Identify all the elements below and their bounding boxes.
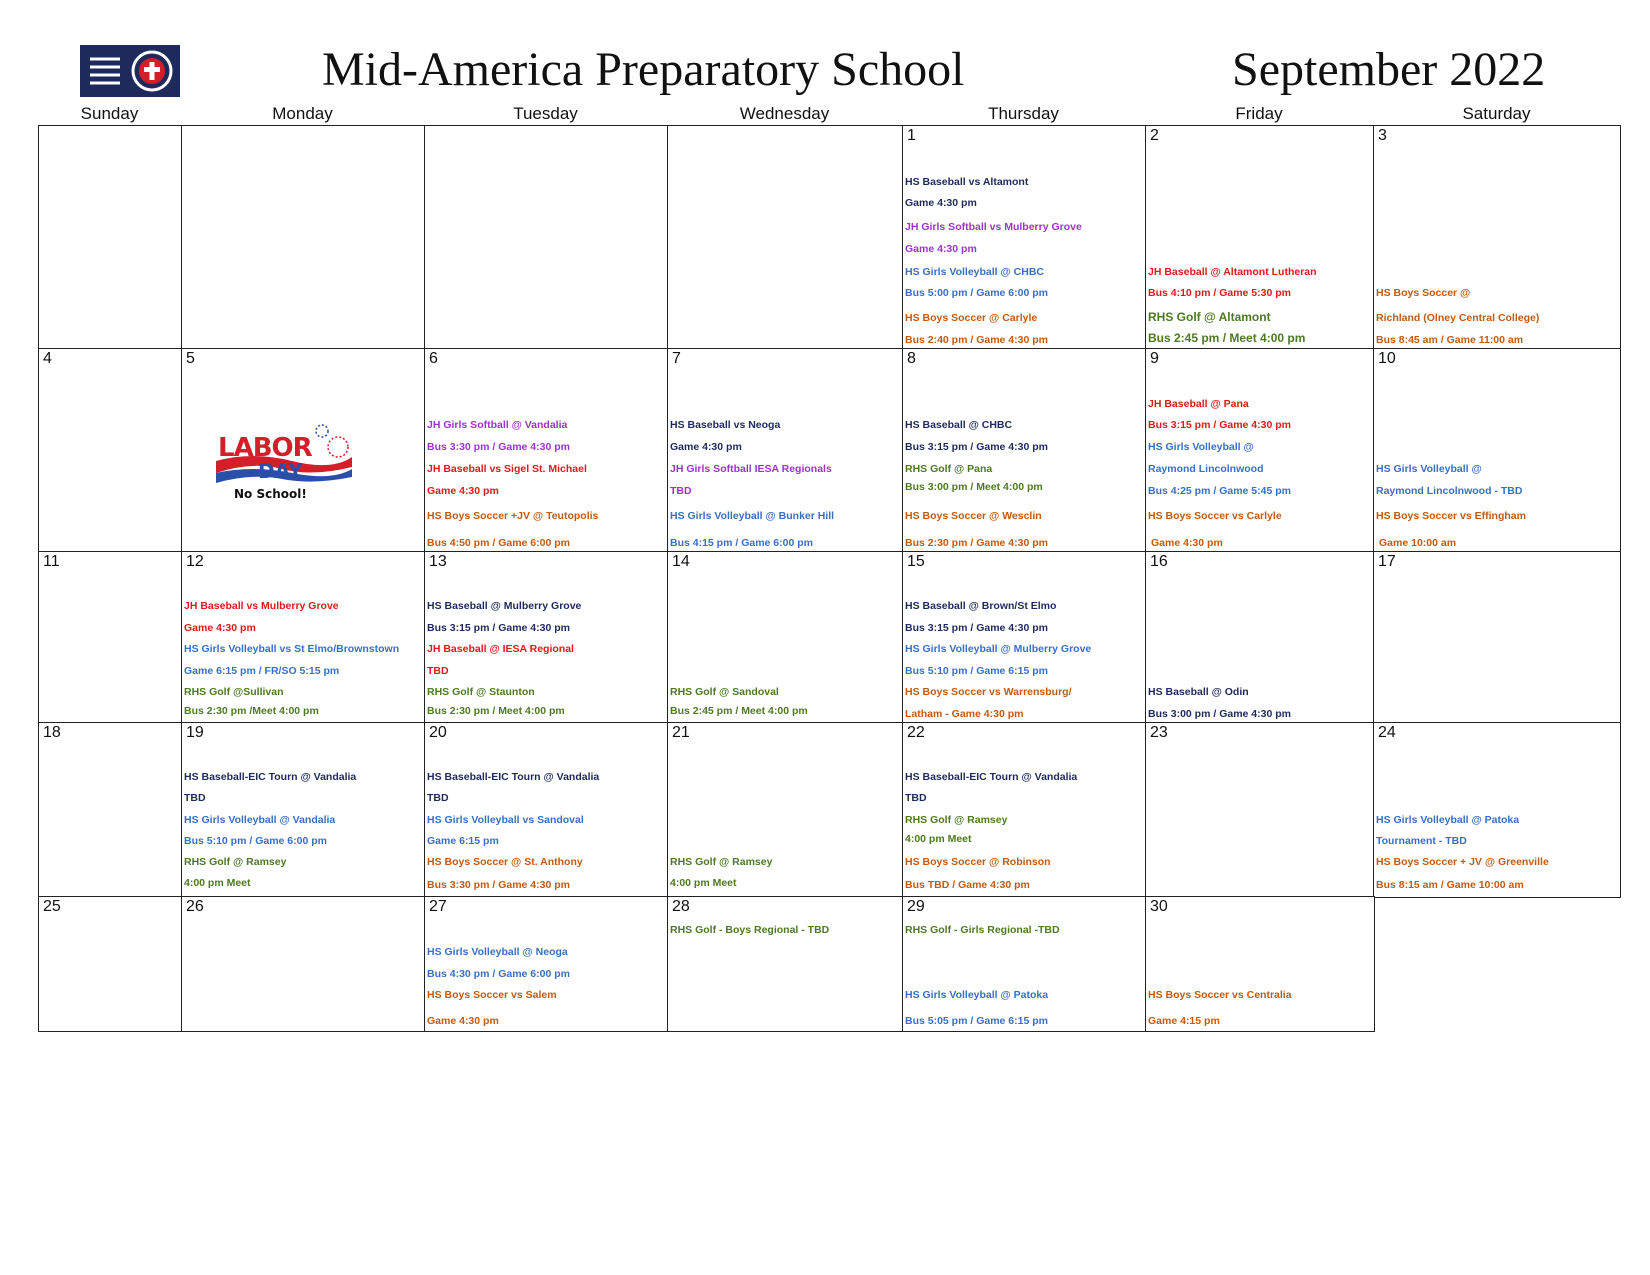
- event-line: JH Baseball @ Pana: [1148, 398, 1249, 410]
- day-number: 30: [1150, 898, 1168, 915]
- event-line: HS Baseball @ CHBC: [905, 419, 1013, 431]
- event-line: HS Boys Soccer vs Centralia: [1148, 989, 1292, 1001]
- day-number: 2: [1150, 127, 1159, 144]
- event-line: HS Boys Soccer vs Warrensburg/: [905, 686, 1072, 698]
- day-number: 6: [429, 350, 438, 367]
- day-cell-18[interactable]: [38, 722, 183, 898]
- day-cell-empty: [424, 125, 669, 350]
- day-number: 26: [186, 898, 204, 915]
- day-cell-2[interactable]: [1145, 125, 1375, 350]
- day-cell-empty: [667, 125, 904, 350]
- day-number: 3: [1378, 127, 1387, 144]
- event-line: HS Baseball vs Altamont: [905, 176, 1029, 188]
- event-line: Bus 2:40 pm / Game 4:30 pm: [905, 334, 1048, 346]
- event-line: Bus 3:30 pm / Game 4:30 pm: [427, 441, 570, 453]
- event-line: Game 4:30 pm: [427, 485, 499, 497]
- event-line: HS Boys Soccer + JV @ Greenville: [1376, 856, 1549, 868]
- event-line: Game 4:30 pm: [905, 197, 977, 209]
- day-number: 28: [672, 898, 690, 915]
- month-title: September 2022: [1232, 43, 1546, 96]
- event-line: HS Boys Soccer @: [1376, 287, 1471, 299]
- event-line: Game 4:30 pm: [1151, 537, 1223, 549]
- event-line: RHS Golf @ Ramsey: [184, 856, 287, 868]
- event-line: HS Baseball-EIC Tourn @ Vandalia: [427, 771, 600, 783]
- labor-day-subtitle: DAY: [258, 459, 303, 483]
- day-cell-5[interactable]: [181, 348, 426, 553]
- day-cell-3[interactable]: [1373, 125, 1621, 350]
- weekday-sunday: Sunday: [80, 104, 139, 123]
- event-line: Bus 3:00 pm / Game 4:30 pm: [1148, 708, 1291, 720]
- event-line: HS Boys Soccer vs Salem: [427, 989, 557, 1001]
- event-line: HS Girls Volleyball @ Patoka: [1376, 814, 1520, 826]
- day-number: 21: [672, 724, 690, 741]
- event-line: Raymond Lincolnwood - TBD: [1376, 485, 1523, 497]
- day-number: 8: [907, 350, 916, 367]
- event-line: Bus 2:45 pm / Meet 4:00 pm: [1148, 331, 1306, 345]
- day-cell-27[interactable]: [424, 896, 669, 1032]
- event-line: RHS Golf @ Staunton: [427, 686, 535, 698]
- weekday-friday: Friday: [1235, 104, 1283, 123]
- event-line: Bus 5:10 pm / Game 6:00 pm: [184, 835, 327, 847]
- event-line: Bus 5:00 pm / Game 6:00 pm: [905, 287, 1048, 299]
- event-line: Tournament - TBD: [1376, 835, 1467, 847]
- school-logo: [80, 45, 180, 97]
- event-line: Bus 3:00 pm / Meet 4:00 pm: [905, 481, 1043, 493]
- day-cell-14[interactable]: [667, 551, 904, 724]
- event-line: Game 6:15 pm / FR/SO 5:15 pm: [184, 665, 340, 677]
- event-line: HS Baseball-EIC Tourn @ Vandalia: [184, 771, 357, 783]
- event-line: Game 4:30 pm: [427, 1015, 499, 1027]
- event-line: RHS Golf @ Pana: [905, 463, 993, 475]
- event-line: Game 4:15 pm: [1148, 1015, 1220, 1027]
- event-line: HS Boys Soccer @ Wesclin: [905, 510, 1042, 522]
- event-line: RHS Golf - Girls Regional -TBD: [905, 924, 1060, 936]
- day-cell-12[interactable]: [181, 551, 426, 724]
- event-line: RHS Golf @ Ramsey: [905, 814, 1008, 826]
- event-line: Game 6:15 pm: [427, 835, 499, 847]
- event-line: Bus 2:30 pm / Game 4:30 pm: [905, 537, 1048, 549]
- event-line: Game 4:30 pm: [905, 243, 977, 255]
- event-line: HS Baseball-EIC Tourn @ Vandalia: [905, 771, 1078, 783]
- day-number: 5: [186, 350, 195, 367]
- weekday-tuesday: Tuesday: [513, 104, 578, 123]
- day-number: 11: [43, 553, 60, 570]
- day-cell-29[interactable]: [902, 896, 1147, 1032]
- event-line: Bus 8:15 am / Game 10:00 am: [1376, 879, 1524, 891]
- event-line: Bus 8:45 am / Game 11:00 am: [1376, 334, 1524, 346]
- event-line: Game 4:30 pm: [184, 622, 256, 634]
- day-cell-7[interactable]: [667, 348, 904, 553]
- event-line: Bus 4:50 pm / Game 6:00 pm: [427, 537, 570, 549]
- no-school-text: No School!: [234, 487, 307, 501]
- event-line: Bus 2:45 pm / Meet 4:00 pm: [670, 705, 808, 717]
- event-line: JH Baseball @ Altamont Lutheran: [1148, 266, 1317, 278]
- weekday-wednesday: Wednesday: [739, 104, 830, 123]
- event-line: HS Boys Soccer vs Effingham: [1376, 510, 1526, 522]
- event-line: HS Girls Volleyball @ Bunker Hill: [670, 510, 835, 522]
- event-line: Bus 3:15 pm / Game 4:30 pm: [427, 622, 570, 634]
- day-cell-1[interactable]: [902, 125, 1147, 350]
- event-line: TBD: [427, 792, 449, 804]
- event-line: HS Girls Volleyball vs St Elmo/Brownstown: [184, 643, 400, 655]
- day-number: 15: [907, 553, 925, 570]
- day-cell-10[interactable]: [1373, 348, 1621, 553]
- day-number: 23: [1150, 724, 1168, 741]
- day-number: 20: [429, 724, 447, 741]
- event-line: Bus TBD / Game 4:30 pm: [905, 879, 1030, 891]
- event-line: JH Girls Softball IESA Regionals: [670, 463, 832, 475]
- day-cell-25[interactable]: [38, 896, 183, 1032]
- event-line: Bus 4:25 pm / Game 5:45 pm: [1148, 485, 1291, 497]
- day-number: 14: [672, 553, 690, 570]
- day-cell-28[interactable]: [667, 896, 904, 1032]
- weekday-saturday: Saturday: [1462, 104, 1531, 123]
- event-line: RHS Golf @Sullivan: [184, 686, 284, 698]
- event-line: HS Girls Volleyball @ Vandalia: [184, 814, 336, 826]
- event-line: Bus 4:15 pm / Game 6:00 pm: [670, 537, 813, 549]
- event-line: Bus 2:30 pm / Meet 4:00 pm: [427, 705, 565, 717]
- event-line: HS Girls Volleyball @ CHBC: [905, 266, 1044, 278]
- event-line: HS Baseball @ Mulberry Grove: [427, 600, 582, 612]
- day-number: 7: [672, 350, 681, 367]
- event-line: HS Boys Soccer +JV @ Teutopolis: [427, 510, 599, 522]
- day-number: 16: [1150, 553, 1168, 570]
- event-line: Bus 3:15 pm / Game 4:30 pm: [905, 441, 1048, 453]
- event-line: HS Girls Volleyball @: [1148, 441, 1254, 453]
- day-number: 9: [1150, 350, 1159, 367]
- day-cell-9[interactable]: [1145, 348, 1375, 553]
- event-line: HS Baseball @ Brown/St Elmo: [905, 600, 1057, 612]
- day-cell-17[interactable]: [1373, 551, 1621, 724]
- event-line: HS Girls Volleyball vs Sandoval: [427, 814, 584, 826]
- event-line: HS Girls Volleyball @: [1376, 463, 1482, 475]
- event-line: Game 4:30 pm: [670, 441, 742, 453]
- event-line: HS Baseball vs Neoga: [670, 419, 781, 431]
- event-line: Bus 5:10 pm / Game 6:15 pm: [905, 665, 1048, 677]
- event-line: TBD: [905, 792, 927, 804]
- day-cell-22[interactable]: [902, 722, 1147, 898]
- day-cell-24[interactable]: [1373, 722, 1621, 898]
- day-number: 25: [43, 898, 61, 915]
- event-line: Bus 4:30 pm / Game 6:00 pm: [427, 968, 570, 980]
- day-number: 1: [907, 127, 916, 144]
- event-line: RHS Golf @ Altamont: [1148, 310, 1271, 324]
- event-line: JH Baseball vs Sigel St. Michael: [427, 463, 587, 475]
- event-line: Bus 3:15 pm / Game 4:30 pm: [1148, 419, 1291, 431]
- event-line: 4:00 pm Meet: [905, 833, 972, 845]
- event-line: Game 10:00 am: [1379, 537, 1457, 549]
- event-line: HS Boys Soccer @ Carlyle: [905, 312, 1038, 324]
- event-line: RHS Golf - Boys Regional - TBD: [670, 924, 830, 936]
- event-line: Richland (Olney Central College): [1376, 312, 1540, 324]
- event-line: HS Girls Volleyball @ Neoga: [427, 946, 568, 958]
- day-cell-26[interactable]: [181, 896, 426, 1032]
- day-number: 17: [1378, 553, 1396, 570]
- labor-day-title: LABOR: [218, 433, 312, 463]
- event-line: RHS Golf @ Sandoval: [670, 686, 779, 698]
- event-line: JH Baseball vs Mulberry Grove: [184, 600, 339, 612]
- event-line: HS Girls Volleyball @ Patoka: [905, 989, 1049, 1001]
- day-number: 24: [1378, 724, 1396, 741]
- event-line: TBD: [184, 792, 206, 804]
- day-cell-19[interactable]: [181, 722, 426, 898]
- school-title: Mid-America Preparatory School: [322, 43, 965, 96]
- event-line: HS Boys Soccer vs Carlyle: [1148, 510, 1282, 522]
- event-line: Bus 2:30 pm /Meet 4:00 pm: [184, 705, 319, 717]
- day-cell-11[interactable]: [38, 551, 183, 724]
- event-line: JH Girls Softball @ Vandalia: [427, 419, 568, 431]
- day-cell-30[interactable]: [1145, 896, 1375, 1032]
- event-line: Bus 3:30 pm / Game 4:30 pm: [427, 879, 570, 891]
- day-cell-8[interactable]: [902, 348, 1147, 553]
- event-line: HS Baseball @ Odin: [1148, 686, 1249, 698]
- event-line: JH Girls Softball vs Mulberry Grove: [905, 221, 1082, 233]
- event-line: JH Baseball @ IESA Regional: [427, 643, 574, 655]
- event-line: RHS Golf @ Ramsey: [670, 856, 773, 868]
- event-line: 4:00 pm Meet: [184, 877, 251, 889]
- event-line: HS Girls Volleyball @ Mulberry Grove: [905, 643, 1092, 655]
- day-cell-15[interactable]: [902, 551, 1147, 724]
- day-cell-empty: [38, 125, 183, 350]
- day-number: 22: [907, 724, 925, 741]
- day-cell-empty: [181, 125, 426, 350]
- day-cell-6[interactable]: [424, 348, 669, 553]
- day-number: 4: [43, 350, 52, 367]
- event-line: Bus 5:05 pm / Game 6:15 pm: [905, 1015, 1048, 1027]
- event-line: TBD: [427, 665, 449, 677]
- event-line: HS Boys Soccer @ St. Anthony: [427, 856, 583, 868]
- day-number: 18: [43, 724, 61, 741]
- day-number: 13: [429, 553, 447, 570]
- day-cell-21[interactable]: [667, 722, 904, 898]
- day-number: 10: [1378, 350, 1396, 367]
- day-number: 29: [907, 898, 925, 915]
- day-number: 19: [186, 724, 204, 741]
- day-number: 27: [429, 898, 447, 915]
- event-line: Bus 4:10 pm / Game 5:30 pm: [1148, 287, 1291, 299]
- weekday-monday: Monday: [272, 104, 333, 123]
- event-line: 4:00 pm Meet: [670, 877, 737, 889]
- day-cell-23[interactable]: [1145, 722, 1375, 898]
- day-cell-4[interactable]: [38, 348, 183, 553]
- event-line: Raymond Lincolnwood: [1148, 463, 1264, 475]
- event-line: Bus 3:15 pm / Game 4:30 pm: [905, 622, 1048, 634]
- event-line: Latham - Game 4:30 pm: [905, 708, 1024, 720]
- day-cell-13[interactable]: [424, 551, 669, 724]
- event-line: TBD: [670, 485, 692, 497]
- event-line: HS Boys Soccer @ Robinson: [905, 856, 1051, 868]
- day-number: 12: [186, 553, 204, 570]
- weekday-thursday: Thursday: [988, 104, 1059, 123]
- day-cell-20[interactable]: [424, 722, 669, 898]
- day-cell-16[interactable]: [1145, 551, 1375, 724]
- book-cross-logo-icon: [80, 45, 180, 97]
